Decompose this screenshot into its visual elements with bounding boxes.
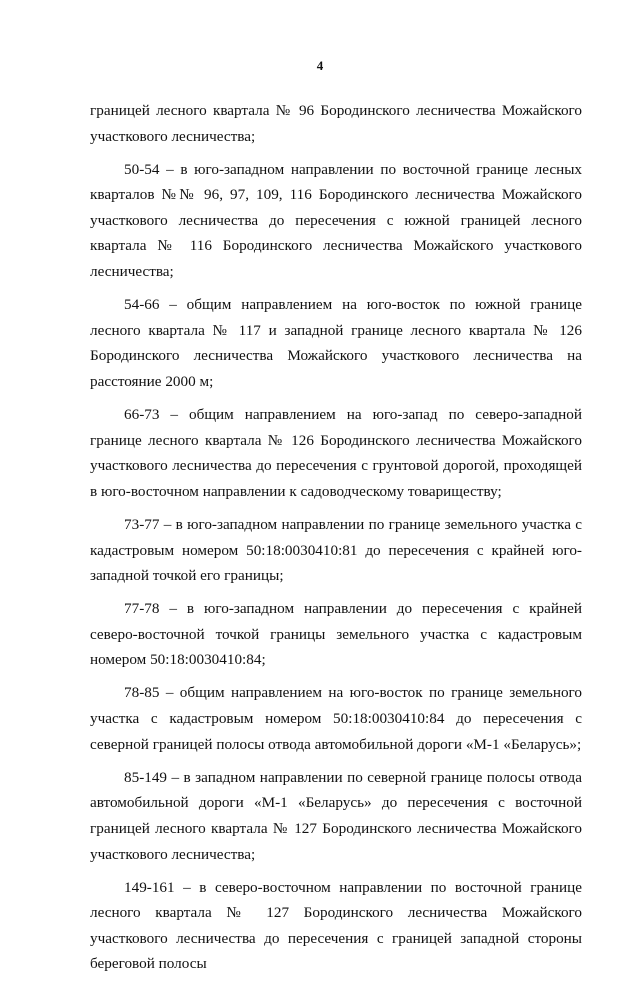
paragraph: 78-85 – общим направлением на юго-восток по границе земельного участка с кадастровым номером 50:18:0030410:84 до пересечения с северной границей полосы отвода автомобильной дороги «М-1 «Беларусь»;: [90, 684, 582, 753]
document-body: [90, 98, 582, 985]
paragraph: 66-73 – общим направлением на юго-запад по северо-западной границе лесного квартала № 126 Бородинского лесничества Можайского участкового лесничества до пересечения с грунтовой дорогой, проходящей в юго-восточном направлении к садоводческому товариществу;: [90, 406, 582, 500]
paragraph: 77-78 – в юго-западном направлении до пересечения с крайней северо-восточной точкой границы земельного участка с кадастровым номером 50:18:0030410:84;: [90, 600, 582, 669]
page-number: 4: [316, 58, 324, 73]
paragraph: 50-54 – в юго-западном направлении по восточной границе лесных кварталов №№ 96, 97, 109, 116 Бородинского лесничества Можайского участкового лесничества до пересечения с южной границей лесного квартала № 116 Бородинского лесничества Можайского участкового лесничества;: [90, 160, 582, 281]
paragraph: 54-66 – общим направлением на юго-восток по южной границе лесного квартала № 117 и западной границе лесного квартала № 126 Бородинского лесничества Можайского участкового лесничества на расстояние 2000 м;: [90, 296, 582, 390]
paragraph: 73-77 – в юго-западном направлении по границе земельного участка с кадастровым номером 50:18:0030410:81 до пересечения с крайней юго-западной точкой его границы;: [90, 515, 582, 585]
paragraph: 149-161 – в северо-восточном направлении по восточной границе лесного квартала № 127 Бородинского лесничества Можайского участкового лесничества до пересечения с границей западной стороны береговой полосы: [90, 878, 582, 973]
paragraph: 85-149 – в западном направлении по северной границе полосы отвода автомобильной дороги «М-1 «Беларусь» до пересечения с восточной границей лесного квартала № 127 Бородинского лесничества Можайского участкового лесничества;: [90, 768, 582, 863]
paragraph: границей лесного квартала № 96 Бородинского лесничества Можайского участкового лесничества;: [90, 102, 582, 145]
